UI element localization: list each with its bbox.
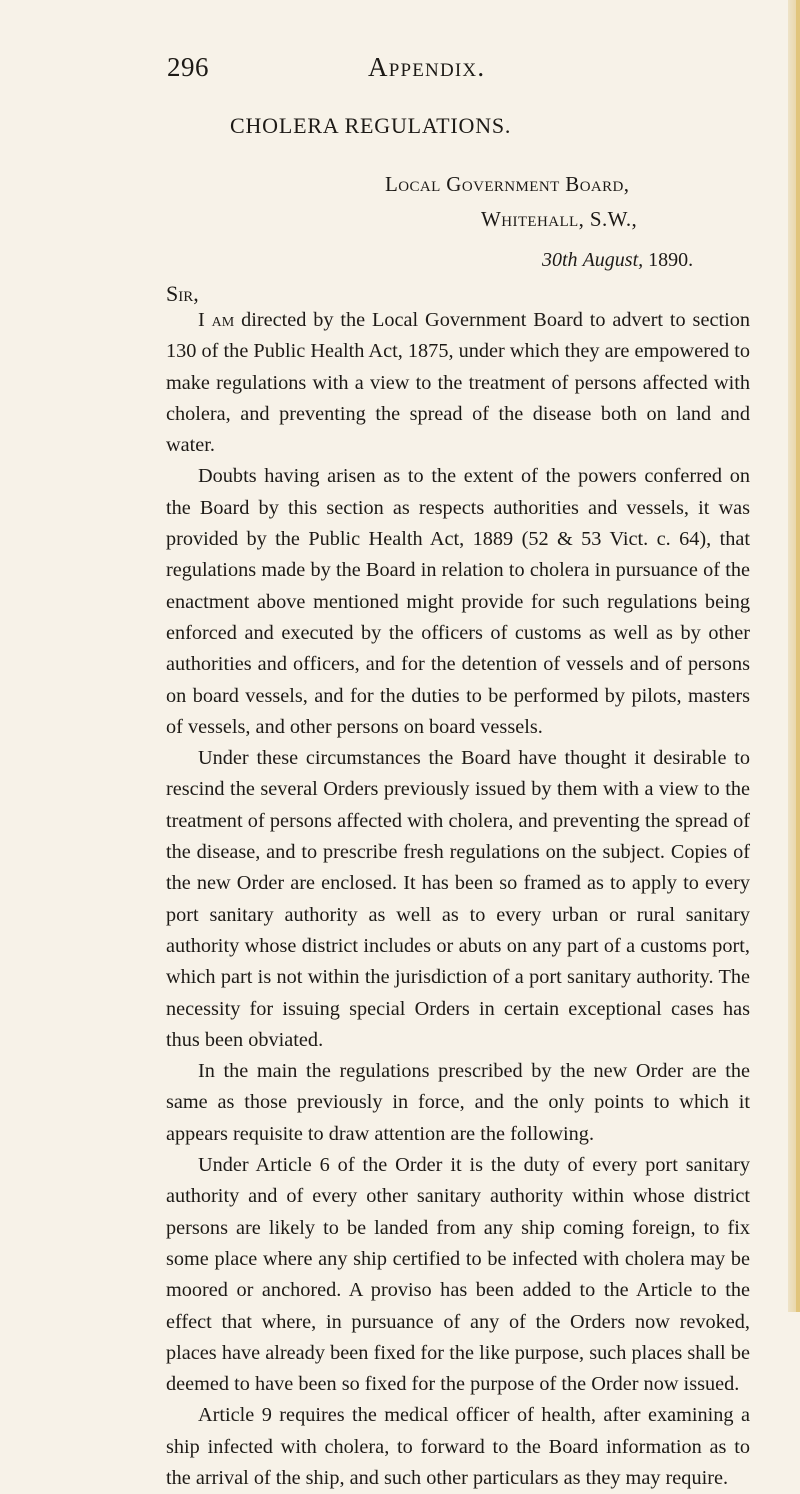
- salutation: Sir,: [166, 281, 199, 306]
- paragraph-article-9: Article 9 requires the medical officer of health, after examining a ship infected with cholera, to forward to the Board information as to the arrival of the ship, and such other particulars as they may require.: [166, 1404, 750, 1489]
- letter-body: [166, 305, 750, 1494]
- paragraph-main-regulations: In the main the regulations prescribed by the new Order are the same as those previously in force, and the only points to which it appears requisite to draw attention are the following.: [166, 1060, 750, 1145]
- page-edge-highlight: [796, 0, 800, 1312]
- letter-date: [542, 249, 742, 272]
- paragraph-new-order: Under these circumstances the Board have thought it desirable to rescind the several Orders previously issued by them with a view to the treatment of persons affected with cholera, and preventing the spread of the disease, and to prescribe fresh regulations on the subject. Copies of the new Order are enclosed. It has been so framed as to apply to every port sanitary authority as well as to every urban or rural sanitary authority whose district includes or abuts on any part of a customs port, which part is not within the jurisdiction of a port sanitary authority. The necessity for issuing special Orders in certain exceptional cases has thus been obviated.: [166, 747, 750, 1051]
- date-month: August,: [582, 249, 644, 271]
- running-header: [167, 52, 727, 88]
- document-title: CHOLERA REGULATIONS.: [230, 113, 512, 138]
- opening-words: I am: [198, 309, 235, 331]
- date-year: 1890.: [648, 249, 694, 271]
- paragraph-article-6: Under Article 6 of the Order it is the duty of every port sanitary authority and of every other sanitary authority within whose district persons are likely to be landed from any ship coming foreign, to fix some place where any ship certified to be infected with cholera may be moored or anchored. A proviso has been added to the Article to the effect that where, in pursuance of any of the Orders now revoked, places have already been fixed for the like purpose, such places shall be deemed to have been so fixed for the purpose of the Order now issued.: [166, 1154, 750, 1396]
- paragraph-1-text: directed by the Local Government Board to advert to section 130 of the Public Health Act, 1875, under which they are empowered to make regulations with a view to the treatment of persons affected with cholera, and preventing the spread of the disease both on land and water.: [166, 309, 751, 457]
- issuing-office: Local Government Board,: [385, 172, 630, 196]
- running-title: Appendix.: [368, 52, 486, 82]
- paragraph-powers: Doubts having arisen as to the extent of the powers conferred on the Board by this section as respects authorities and vessels, it was provided by the Public Health Act, 1889 (52 & 53 Vict. c. 64), that regulations made by the Board in relation to cholera in pursuance of the enactment above mentioned might provide for such regulations being enforced and executed by the officers of customs as well as by other authorities and officers, and for the detention of vessels and of persons on board vessels, and for the duties to be performed by pilots, masters of vessels, and other persons on board vessels.: [166, 465, 750, 738]
- office-address: Whitehall, S.W.,: [481, 207, 638, 231]
- date-day: 30th: [542, 249, 578, 271]
- page-number: 296: [167, 52, 209, 82]
- paragraph-section-130: [166, 305, 750, 461]
